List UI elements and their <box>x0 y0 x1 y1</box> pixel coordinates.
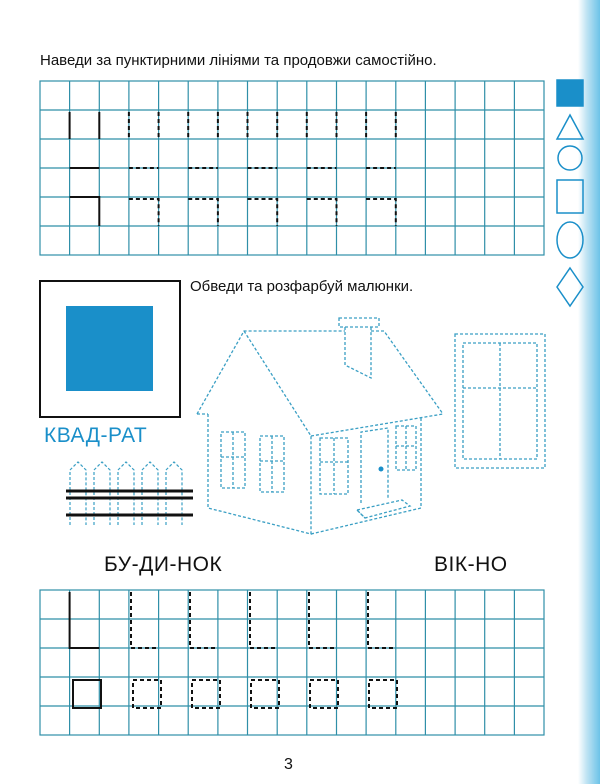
tracing-pattern-rows <box>70 112 396 226</box>
page-number: 3 <box>284 756 293 773</box>
door-knob <box>379 467 384 472</box>
window-illustration <box>455 334 545 468</box>
word-square: КВАД-РАТ <box>44 424 148 447</box>
diamond-icon <box>557 268 583 306</box>
word-house: БУ-ДИ-НОК <box>104 553 223 576</box>
square-illustration <box>40 281 180 417</box>
house-illustration <box>197 318 443 534</box>
fence-illustration <box>66 462 193 525</box>
filled-square-icon <box>557 80 583 106</box>
oval-icon <box>557 222 583 258</box>
top-tracing-grid <box>40 81 544 255</box>
instruction-trace-pictures: Обведи та розфарбуй малюнки. <box>190 278 414 295</box>
instruction-trace-lines: Наведи за пунктирними лініями та продовжи самостійно. <box>40 52 437 69</box>
square-icon <box>557 180 583 213</box>
word-window: ВІК-НО <box>434 553 508 576</box>
triangle-icon <box>557 115 583 139</box>
shapes-legend <box>557 80 583 306</box>
circle-icon <box>558 146 582 170</box>
bottom-tracing-grid <box>40 590 544 735</box>
bottom-tracing-patterns <box>70 592 397 708</box>
